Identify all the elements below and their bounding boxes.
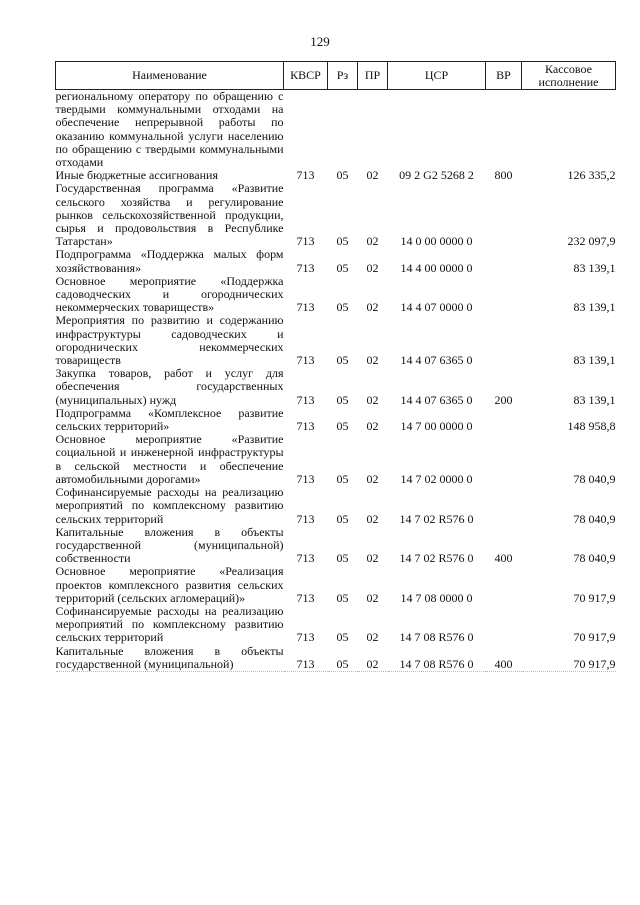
row-kvsr: 713 xyxy=(296,260,315,275)
row-vr xyxy=(486,433,522,486)
row-pr xyxy=(358,90,388,170)
row-amount: 78 040,9 xyxy=(573,471,616,486)
row-pr: 02 xyxy=(366,392,379,407)
row-vr: 800 xyxy=(494,168,513,183)
row-rz: 05 xyxy=(336,419,349,434)
row-amount: 83 139,1 xyxy=(573,392,616,407)
row-vr xyxy=(486,90,522,170)
header-pr: ПР xyxy=(358,62,388,90)
row-kvsr: 713 xyxy=(296,300,315,315)
row-amount: 126 335,2 xyxy=(567,168,616,183)
row-kvsr: 713 xyxy=(296,590,315,605)
row-csr: 14 7 00 0000 0 xyxy=(400,419,473,434)
row-csr: 14 4 07 6365 0 xyxy=(400,353,473,368)
page-number: 129 xyxy=(310,34,330,49)
table-row xyxy=(56,526,616,566)
row-rz: 05 xyxy=(336,168,349,183)
table-row xyxy=(56,275,616,315)
row-name: Капитальные вложения в объекты государственной (муниципальной) собственности xyxy=(55,524,284,566)
row-vr: 400 xyxy=(486,645,522,672)
row-rz: 05 xyxy=(336,392,349,407)
row-amount xyxy=(522,90,616,170)
row-vr xyxy=(486,275,522,315)
row-pr: 02 xyxy=(366,590,379,605)
table-row xyxy=(56,407,616,433)
row-name: Подпрограмма «Поддержка малых форм хозяйствования» xyxy=(55,247,284,275)
row-rz: 05 xyxy=(336,353,349,368)
header-kvsr: КВСР xyxy=(284,62,328,90)
row-csr: 14 7 02 0000 0 xyxy=(400,471,473,486)
row-rz: 05 xyxy=(328,645,358,672)
row-rz: 05 xyxy=(336,630,349,645)
row-amount: 78 040,9 xyxy=(573,551,616,566)
row-kvsr: 713 xyxy=(296,630,315,645)
row-name: Мероприятия по развитию и содержанию инфраструктуры садоводческих и огороднических некоммерческих товариществ xyxy=(55,313,284,368)
row-rz xyxy=(328,90,358,170)
row-rz: 05 xyxy=(336,590,349,605)
header-name: Наименование xyxy=(56,62,284,90)
row-amount: 83 139,1 xyxy=(573,300,616,315)
row-kvsr: 713 xyxy=(284,645,328,672)
header-amount: Кассовое исполнение xyxy=(522,62,616,90)
table-row xyxy=(56,182,616,248)
row-vr: 400 xyxy=(494,551,513,566)
budget-table xyxy=(55,61,616,672)
table-row xyxy=(56,486,616,526)
row-kvsr: 713 xyxy=(296,419,315,434)
header-vr: ВР xyxy=(486,62,522,90)
table-row xyxy=(56,90,616,170)
row-vr xyxy=(486,314,522,367)
row-csr: 14 7 02 R576 0 xyxy=(399,551,474,566)
row-pr: 02 xyxy=(366,234,379,249)
row-name: Основное мероприятие «Поддержка садоводческих и огороднических некоммерческих товариществ» xyxy=(55,273,284,315)
row-amount: 83 139,1 xyxy=(573,353,616,368)
table-row xyxy=(56,645,616,672)
row-kvsr: 713 xyxy=(296,353,315,368)
row-csr xyxy=(388,90,486,170)
table-row xyxy=(56,367,616,407)
row-pr: 02 xyxy=(366,353,379,368)
row-rz: 05 xyxy=(336,471,349,486)
row-vr: 200 xyxy=(494,392,513,407)
row-csr: 09 2 G2 5268 2 xyxy=(399,168,474,183)
row-pr: 02 xyxy=(358,645,388,672)
table-header xyxy=(56,62,616,90)
row-vr xyxy=(486,486,522,526)
row-csr: 14 4 07 0000 0 xyxy=(400,300,473,315)
table-row xyxy=(56,248,616,274)
row-csr: 14 4 07 6365 0 xyxy=(400,392,473,407)
row-rz: 05 xyxy=(336,300,349,315)
row-csr: 14 4 00 0000 0 xyxy=(400,260,473,275)
table-row xyxy=(56,605,616,645)
row-name: региональному оператору по обращению с твердыми коммунальными отходами на обеспечение непрерывной работы по оказанию коммунальной услуги населению по обращению с твердыми коммунальными отходами xyxy=(55,89,284,170)
row-rz: 05 xyxy=(336,551,349,566)
row-name: Софинансируемые расходы на реализацию мероприятий по комплексному развитию сельских территорий xyxy=(55,485,284,526)
row-kvsr: 713 xyxy=(296,234,315,249)
row-amount: 70 917,9 xyxy=(573,630,616,645)
row-pr: 02 xyxy=(366,168,379,183)
row-rz: 05 xyxy=(336,511,349,526)
row-csr: 14 0 00 0000 0 xyxy=(400,234,473,249)
row-kvsr xyxy=(284,90,328,170)
row-pr: 02 xyxy=(366,419,379,434)
row-vr xyxy=(486,248,522,274)
row-name: Иные бюджетные ассигнования xyxy=(55,168,218,183)
row-vr xyxy=(486,565,522,605)
row-kvsr: 713 xyxy=(296,511,315,526)
row-vr xyxy=(486,605,522,645)
row-rz: 05 xyxy=(336,260,349,275)
row-pr: 02 xyxy=(366,630,379,645)
row-kvsr: 713 xyxy=(296,551,315,566)
row-pr: 02 xyxy=(366,551,379,566)
row-kvsr: 713 xyxy=(296,392,315,407)
row-amount: 232 097,9 xyxy=(567,234,616,249)
row-rz: 05 xyxy=(336,234,349,249)
row-pr: 02 xyxy=(366,260,379,275)
row-kvsr: 713 xyxy=(296,168,315,183)
row-amount: 70 917,9 xyxy=(573,590,616,605)
row-csr: 14 7 08 R576 0 xyxy=(388,645,486,672)
row-amount: 70 917,9 xyxy=(522,645,616,672)
row-name: Закупка товаров, работ и услуг для обеспечения государственных (муниципальных) нужд xyxy=(55,366,284,407)
row-csr: 14 7 08 0000 0 xyxy=(400,590,473,605)
row-name: Основное мероприятие «Реализация проектов комплексного развития сельских территорий (сельских агломераций)» xyxy=(55,564,284,605)
row-pr: 02 xyxy=(366,511,379,526)
header-rz: Рз xyxy=(328,62,358,90)
row-amount: 148 958,8 xyxy=(567,419,616,434)
row-name: Основное мероприятие «Развитие социальной и инженерной инфраструктуры в сельской местности и обеспечение автомобильными дорогами» xyxy=(55,432,284,486)
table-row xyxy=(56,314,616,367)
row-pr: 02 xyxy=(366,300,379,315)
row-csr: 14 7 02 R576 0 xyxy=(399,511,474,526)
row-name: Государственная программа «Развитие сельского хозяйства и регулирование рынков сельскохозяйственной продукции, сырья и продовольствия в Республике Татарстан» xyxy=(55,181,284,249)
row-name: Подпрограмма «Комплексное развитие сельских территорий» xyxy=(55,405,284,434)
row-kvsr: 713 xyxy=(296,471,315,486)
table-row xyxy=(56,433,616,486)
row-vr xyxy=(486,407,522,433)
row-vr xyxy=(486,182,522,248)
header-csr: ЦСР xyxy=(388,62,486,90)
row-name: Софинансируемые расходы на реализацию мероприятий по комплексному развитию сельских территорий xyxy=(55,603,284,645)
row-csr: 14 7 08 R576 0 xyxy=(399,630,474,645)
row-amount: 83 139,1 xyxy=(573,260,616,275)
row-name: Капитальные вложения в объекты государственной (муниципальной) xyxy=(55,643,284,671)
table-body xyxy=(56,90,616,672)
row-amount: 78 040,9 xyxy=(573,511,616,526)
row-pr: 02 xyxy=(366,471,379,486)
table-row xyxy=(56,565,616,605)
